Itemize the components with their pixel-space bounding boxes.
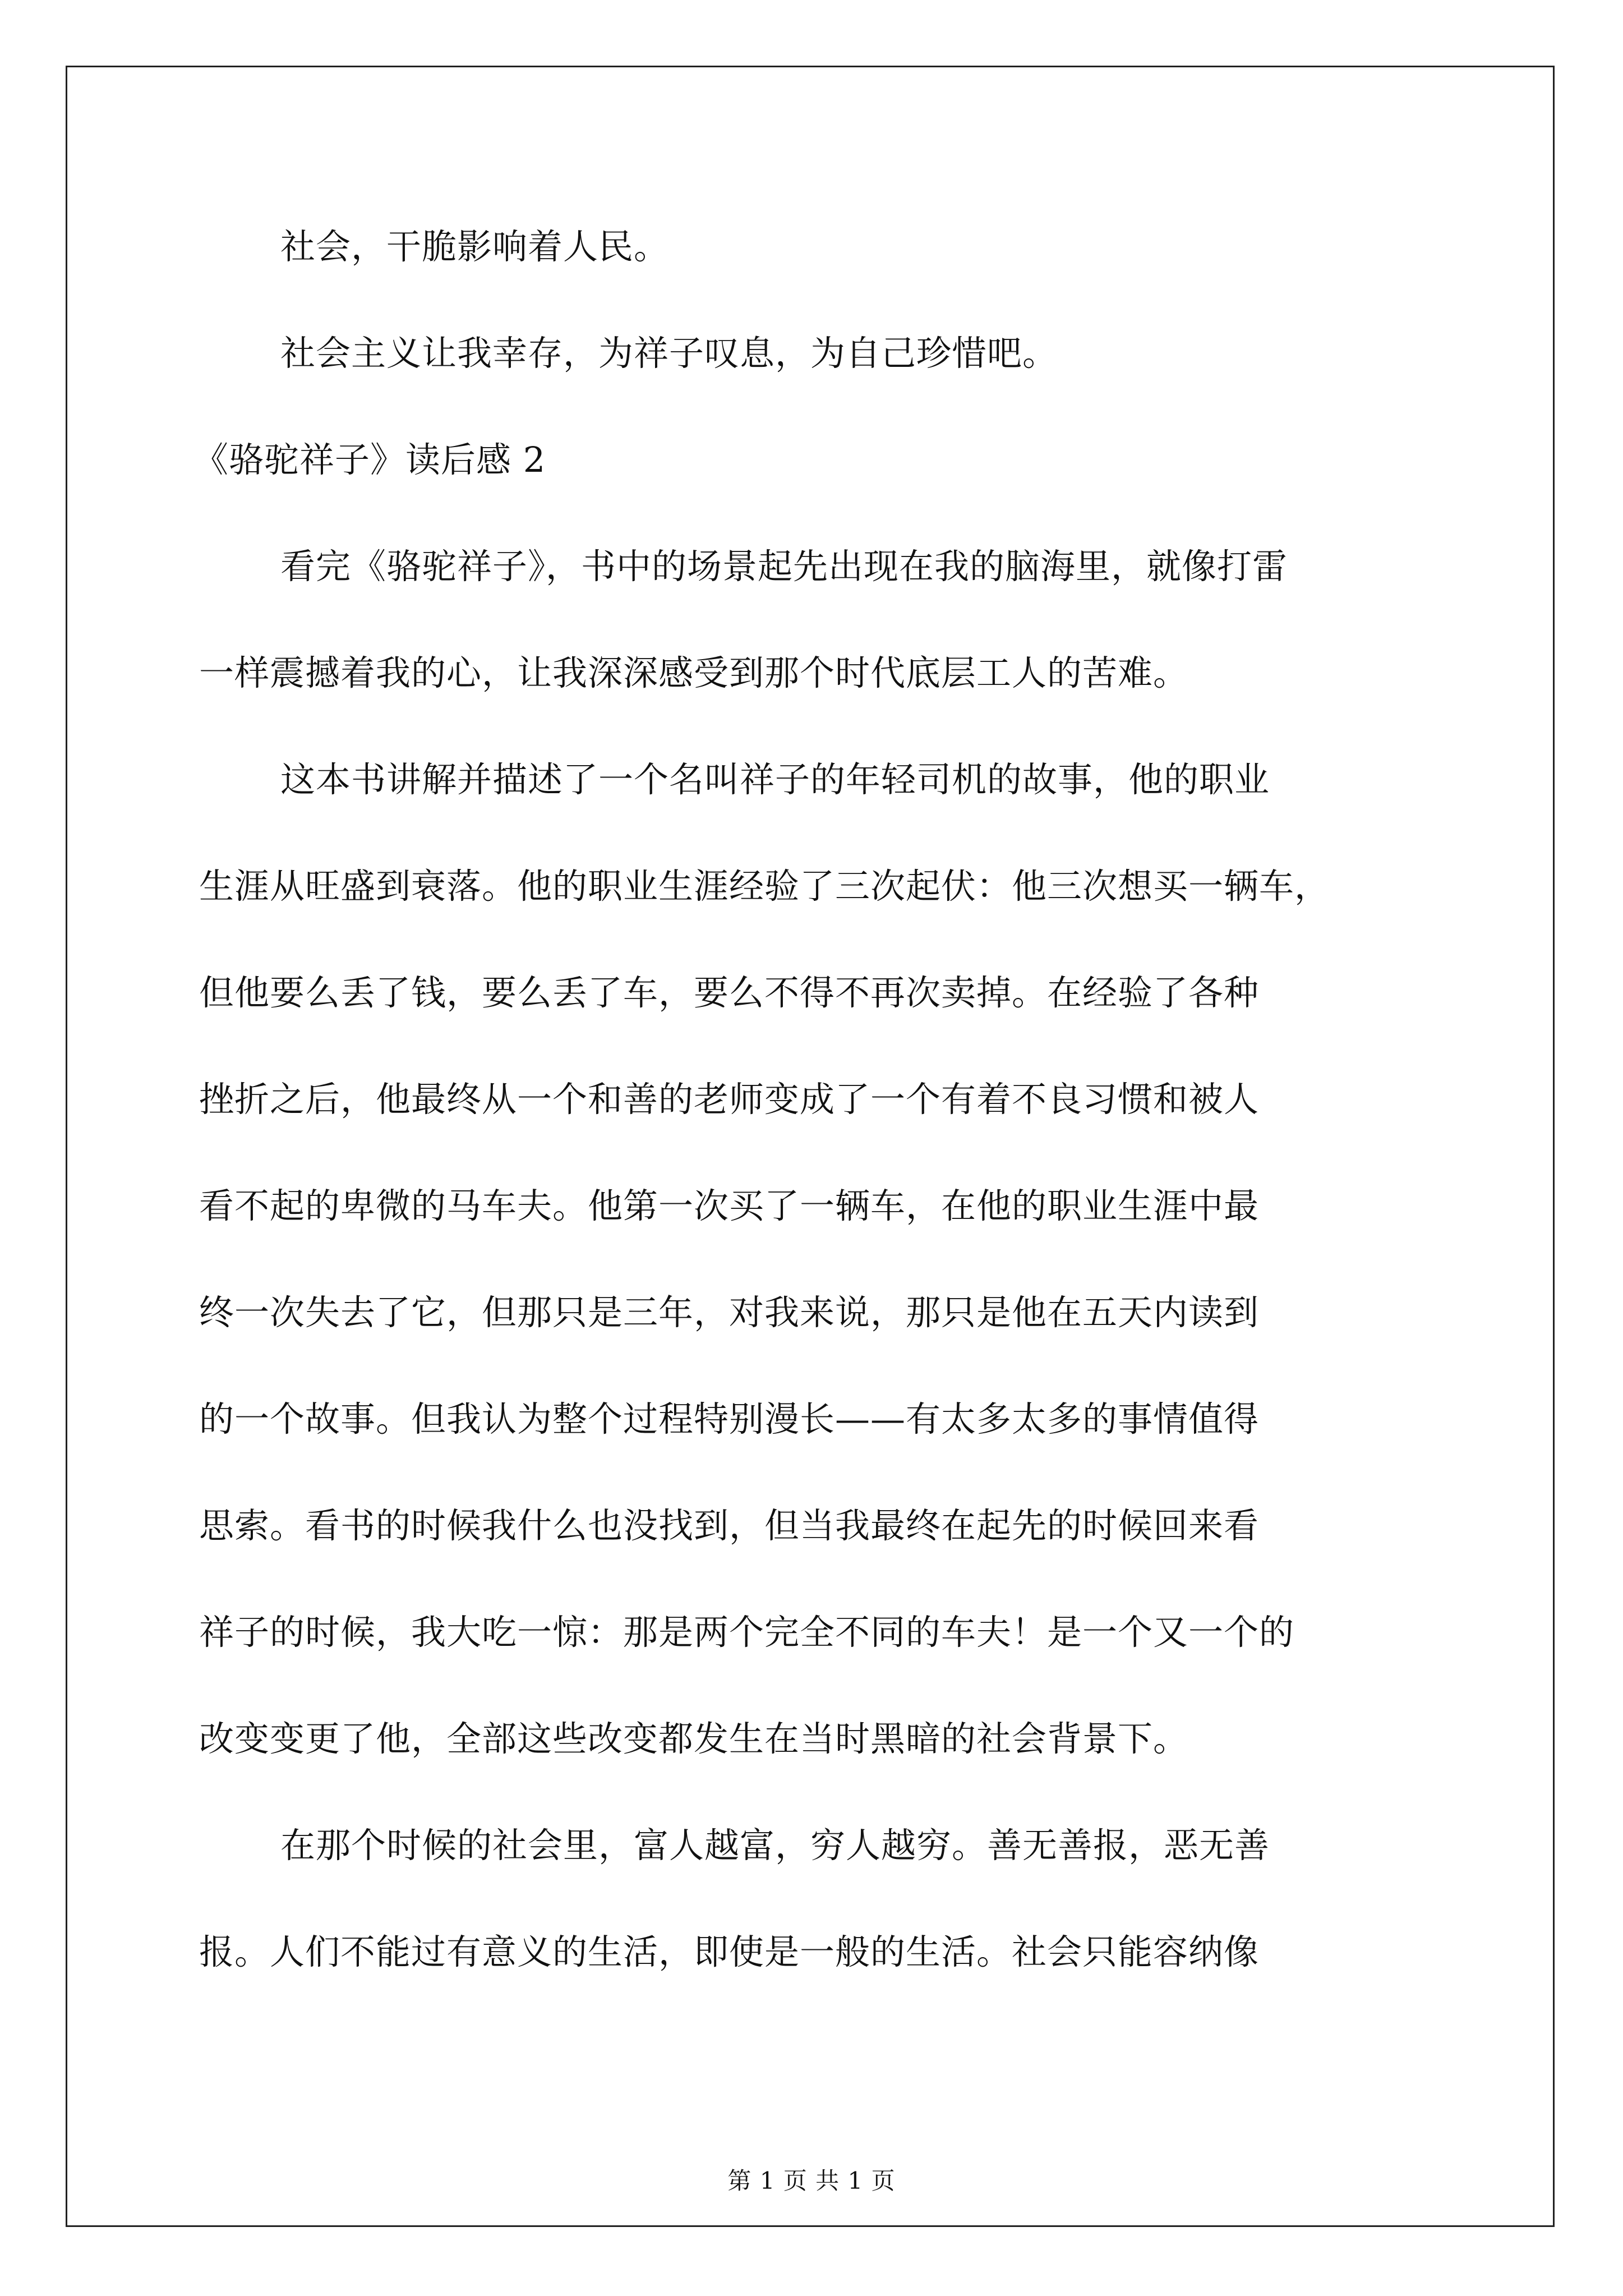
- page-footer: 第 1 页 共 1 页: [727, 2167, 896, 2194]
- paragraph-line: 这本书讲解并描述了一个名叫祥子的年轻司机的故事，他的职业: [280, 759, 1270, 800]
- paragraph-line: 终一次失去了它，但那只是三年，对我来说，那只是他在五天内读到: [199, 1292, 1260, 1333]
- paragraph-line: 一样震撼着我的心，让我深深感受到那个时代底层工人的苦难。: [199, 652, 1189, 693]
- paragraph-line: 在那个时候的社会里，富人越富，穷人越穷。善无善报，恶无善: [280, 1825, 1270, 1866]
- paragraph-line: 思索。看书的时候我什么也没找到，但当我最终在起先的时候回来看: [199, 1505, 1260, 1546]
- paragraph-line: 社会主义让我幸存，为祥子叹息，为自己珍惜吧。: [280, 333, 1058, 374]
- paragraph-line: 看完《骆驼祥子》，书中的场景起先出现在我的脑海里，就像打雷: [280, 546, 1288, 587]
- paragraph-line: 改变变更了他，全部这些改变都发生在当时黑暗的社会背景下。: [199, 1718, 1189, 1759]
- paragraph-line: 但他要么丢了钱，要么丢了车，要么不得不再次卖掉。在经验了各种: [199, 972, 1260, 1013]
- section-heading: 《骆驼祥子》读后感 2: [193, 439, 546, 480]
- page-border: [66, 66, 1555, 2227]
- paragraph-line: 看不起的卑微的马车夫。他第一次买了一辆车，在他的职业生涯中最: [199, 1185, 1260, 1226]
- paragraph-line: 祥子的时候，我大吃一惊：那是两个完全不同的车夫！是一个又一个的: [199, 1612, 1295, 1653]
- paragraph-line: 报。人们不能过有意义的生活，即使是一般的生活。社会只能容纳像: [199, 1931, 1260, 1972]
- paragraph-line: 的一个故事。但我认为整个过程特别漫长——有太多太多的事情值得: [199, 1398, 1260, 1439]
- paragraph-line: 社会，干脆影响着人民。: [280, 226, 670, 267]
- paragraph-line: 挫折之后，他最终从一个和善的老师变成了一个有着不良习惯和被人: [199, 1079, 1260, 1120]
- paragraph-line: 生涯从旺盛到衰落。他的职业生涯经验了三次起伏：他三次想买一辆车，: [199, 866, 1330, 907]
